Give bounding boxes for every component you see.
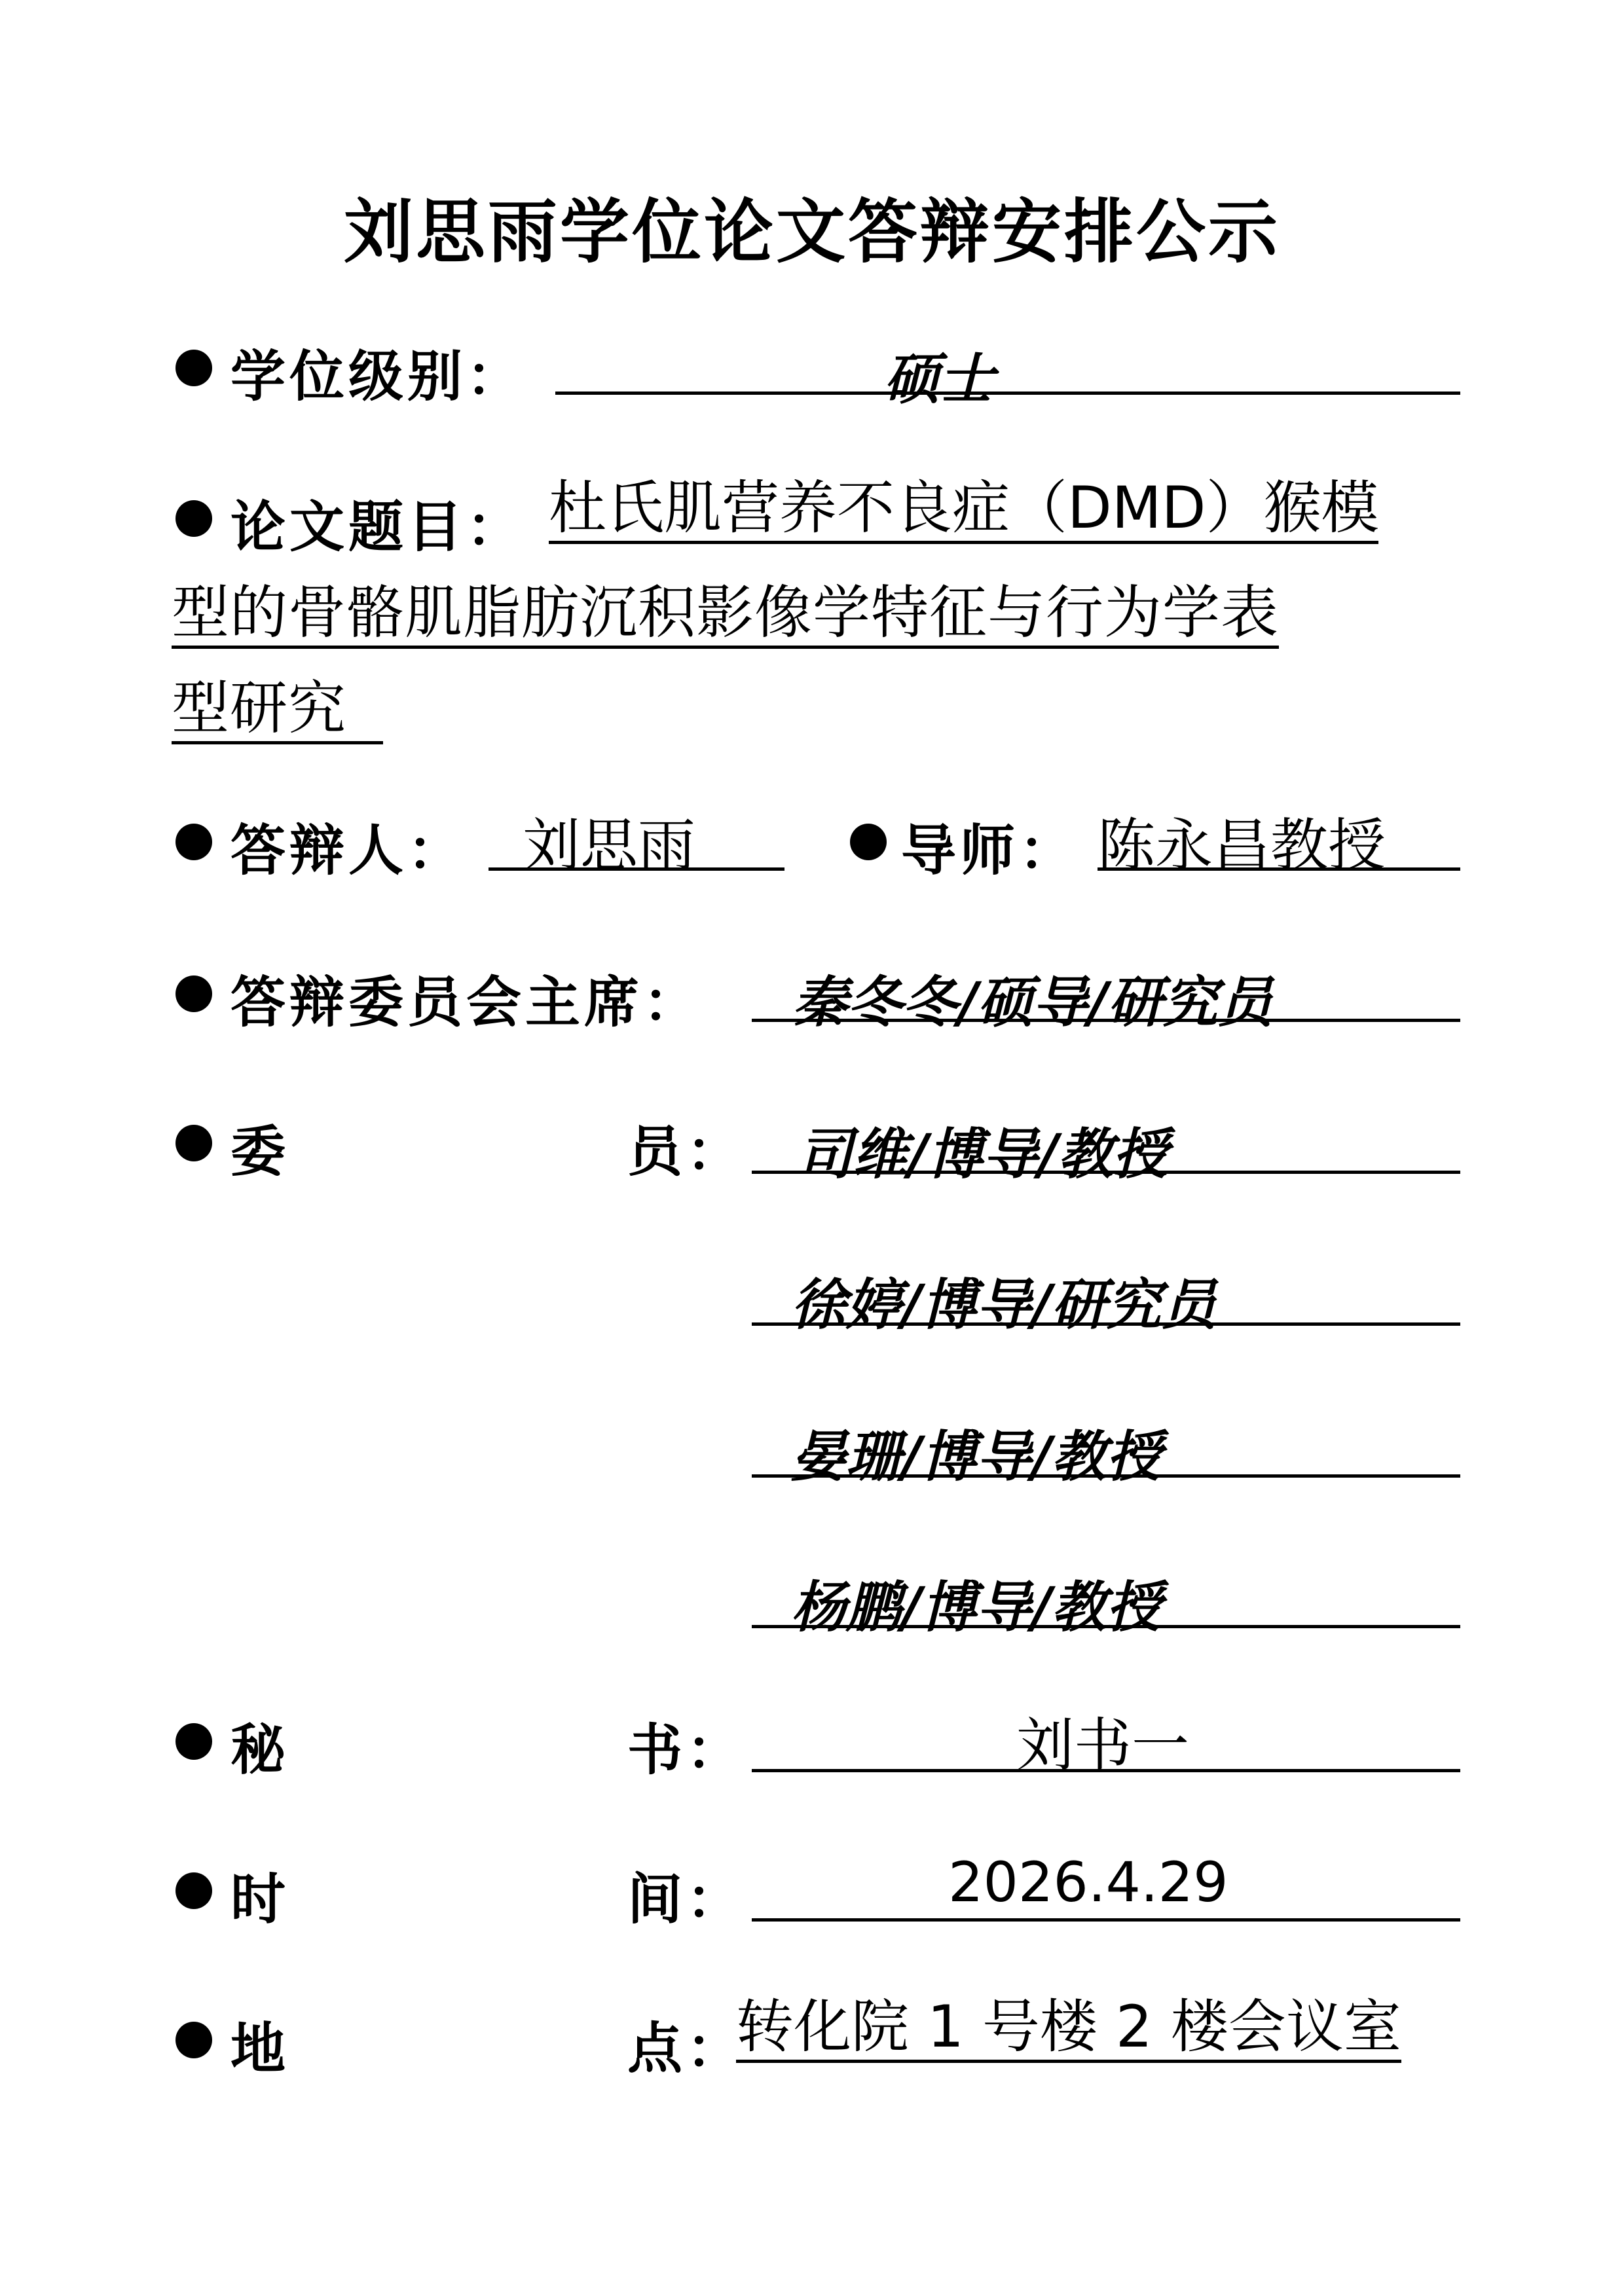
member-item: 晏珊/博导/教授 <box>791 1424 1162 1489</box>
member-item: 司维/博导/教授 <box>798 1121 1168 1186</box>
member-item: 徐婷/博导/研究员 <box>791 1272 1217 1337</box>
candidate-label: 答辩人： <box>231 818 467 883</box>
candidate-value: 刘思雨 <box>523 812 696 879</box>
degree-label: 学位级别： <box>231 344 526 409</box>
advisor-label: 导师： <box>901 818 1079 883</box>
degree-underline <box>555 392 1460 395</box>
bullet-icon <box>175 500 212 537</box>
member-item: 杨鹏/博导/教授 <box>791 1575 1162 1639</box>
page-title: 刘思雨学位论文答辩安排公示 <box>344 192 1280 272</box>
location-label-left: 地 <box>231 2016 290 2081</box>
chair-label: 答辩委员会主席： <box>231 970 703 1034</box>
thesis-label: 论文题目： <box>231 494 526 559</box>
bullet-icon <box>175 350 212 386</box>
bullet-icon <box>850 824 887 860</box>
members-label-left: 委 <box>231 1119 290 1184</box>
bullet-icon <box>175 2022 212 2058</box>
degree-value: 硕士 <box>884 346 995 411</box>
bullet-icon <box>175 824 212 860</box>
chair-value: 秦冬冬/硕导/研究员 <box>792 970 1273 1034</box>
advisor-value: 陈永昌教授 <box>1098 812 1386 879</box>
time-label-left: 时 <box>231 1867 290 1931</box>
thesis-title-line-1: 杜氏肌营养不良症（DMD）猴模 <box>549 478 1378 544</box>
secretary-label-left: 秘 <box>231 1717 290 1782</box>
thesis-title-line-3: 型研究 <box>172 678 383 744</box>
bullet-icon <box>175 1723 212 1760</box>
time-label-right: 间： <box>627 1867 746 1931</box>
bullet-icon <box>175 975 212 1012</box>
bullet-icon <box>175 1125 212 1161</box>
thesis-title-line-2: 型的骨骼肌脂肪沉积影像学特征与行为学表 <box>172 583 1279 649</box>
time-value: 2026.4.29 <box>948 1850 1228 1914</box>
location-value: 转化院 1 号楼 2 楼会议室 <box>736 1997 1401 2063</box>
location-label-right: 点： <box>627 2016 746 2081</box>
time-underline <box>752 1918 1460 1922</box>
secretary-label-right: 书： <box>627 1717 746 1782</box>
bullet-icon <box>175 1872 212 1909</box>
members-label-right: 员： <box>627 1119 746 1184</box>
secretary-value: 刘书一 <box>1016 1711 1190 1779</box>
